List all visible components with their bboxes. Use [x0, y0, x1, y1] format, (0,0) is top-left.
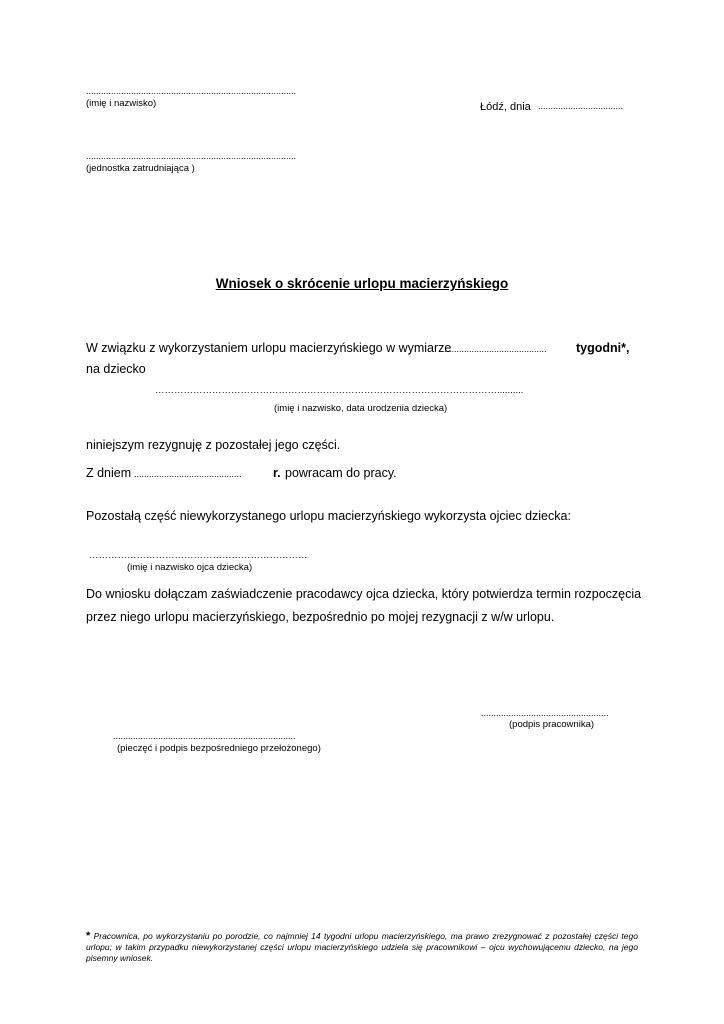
- name-dotted-line: ....................................................................................: [86, 86, 297, 96]
- footnote-text: Pracownica, po wykorzystaniu po porodzie, co najmniej 14 tygodni urlopu macierzyńskiego, ma prawo zrezygnować z pozostałej części tego urlopu; w takim przypadku niewykorzystanej części urlopu macierzyńskiego udziela się pracownikowi – ojcu wychowującemu dziecko, na jego pisemny wniosek.: [86, 931, 638, 963]
- employee-signature-dotted-line: ...................................................: [481, 708, 609, 718]
- place-date-label: Łódź, dnia: [480, 101, 531, 113]
- para1-start: W związku z wykorzystaniem urlopu macierzyńskiego w wymiarze: [86, 341, 452, 355]
- weeks-label: tygodni*,: [576, 341, 630, 355]
- from-day-r: r.: [273, 466, 281, 480]
- child-dotted-line: ………………………………………………………………………………………………..........: [155, 385, 524, 396]
- supervisor-signature-dotted-line: .........................................................................: [113, 731, 296, 741]
- unit-caption: (jednostka zatrudniająca ): [86, 163, 195, 174]
- father-caption: (imię i nazwisko ojca dziecka): [127, 562, 253, 573]
- employee-signature-caption: (podpis pracownika): [509, 719, 595, 730]
- remaining-part-line: Pozostałą część niewykorzystanego urlopu macierzyńskiego wykorzysta ojciec dziecka:: [86, 509, 571, 523]
- attach-line-1: Do wniosku dołączam zaświadczenie pracodawcy ojca dziecka, który potwierdza termin rozpoczęcia: [86, 587, 642, 601]
- document-title: Wniosek o skrócenie urlopu macierzyńskiego: [215, 276, 509, 291]
- from-day-label: Z dniem: [86, 466, 132, 480]
- supervisor-signature-caption: (pieczęć i podpis bezpośredniego przełożonego): [117, 743, 321, 754]
- attach-line-2: przez niego urlopu macierzyńskiego, bezpośrednio po mojej rezygnacji z w/w urlopu.: [86, 610, 555, 624]
- resign-line: niniejszym rezygnuję z pozostałej jego części.: [86, 438, 341, 452]
- from-day-dotted-line: ...........................................: [134, 469, 242, 479]
- unit-dotted-line: ....................................................................................: [86, 151, 297, 161]
- date-dotted-line: ..................................: [538, 101, 624, 111]
- name-caption: (imię i nazwisko): [86, 98, 157, 109]
- weeks-dotted-line: .........................................: [444, 344, 547, 354]
- child-caption: (imię i nazwisko, data urodzenia dziecka): [274, 403, 448, 414]
- from-day-end: powracam do pracy.: [285, 466, 397, 480]
- father-dotted-line: ……………………………………………………………: [89, 550, 308, 561]
- footnote: [86, 931, 638, 964]
- para1-line2: na dziecko: [86, 362, 146, 376]
- footnote-star: *: [86, 930, 91, 942]
